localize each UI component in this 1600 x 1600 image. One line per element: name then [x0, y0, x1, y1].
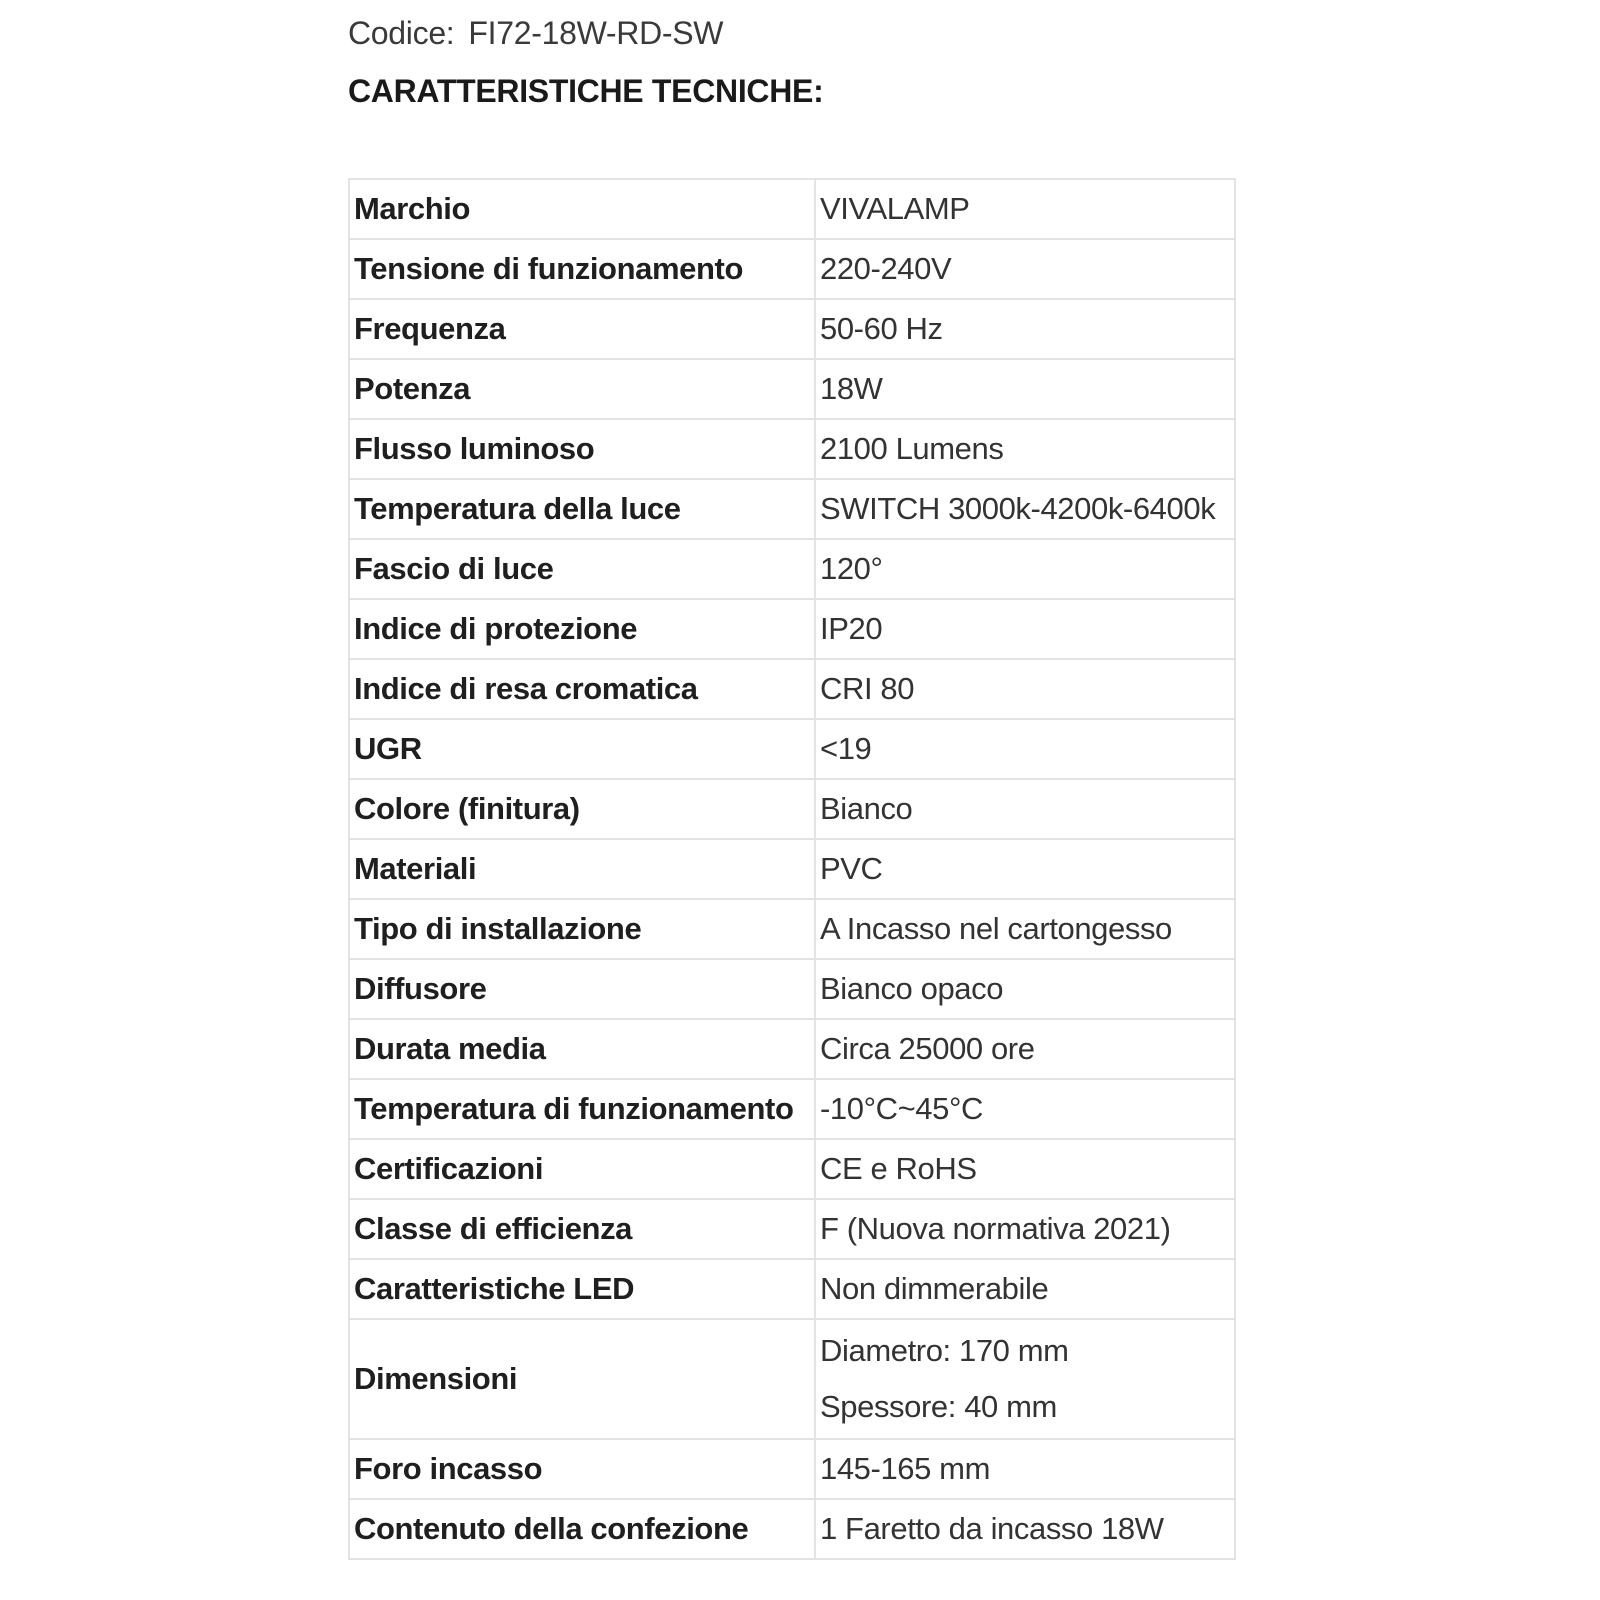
spec-label: Diffusore — [349, 959, 815, 1019]
spec-label: Fascio di luce — [349, 539, 815, 599]
table-row — [349, 839, 1235, 899]
spec-value: 145-165 mm — [815, 1439, 1235, 1499]
table-row — [349, 1079, 1235, 1139]
spec-value: CE e RoHS — [815, 1139, 1235, 1199]
spec-label: Caratteristiche LED — [349, 1259, 815, 1319]
spec-value: 220-240V — [815, 239, 1235, 299]
table-row — [349, 1019, 1235, 1079]
table-row — [349, 359, 1235, 419]
table-row — [349, 179, 1235, 239]
table-row — [349, 1199, 1235, 1259]
spec-value: Bianco — [815, 779, 1235, 839]
specs-table — [348, 178, 1236, 1560]
spec-value: 120° — [815, 539, 1235, 599]
spec-label: Contenuto della confezione — [349, 1499, 815, 1559]
spec-value: 1 Faretto da incasso 18W — [815, 1499, 1235, 1559]
spec-label: Dimensioni — [349, 1319, 815, 1439]
table-row — [349, 479, 1235, 539]
spec-value: Bianco opaco — [815, 959, 1235, 1019]
spec-label: Frequenza — [349, 299, 815, 359]
table-row — [349, 1499, 1235, 1559]
spec-label: Certificazioni — [349, 1139, 815, 1199]
spec-value: Non dimmerabile — [815, 1259, 1235, 1319]
spec-value: 2100 Lumens — [815, 419, 1235, 479]
table-row — [349, 1319, 1235, 1439]
spec-value-multiline — [815, 1319, 1235, 1439]
product-code-label: Codice: — [348, 15, 455, 51]
spec-label: Colore (finitura) — [349, 779, 815, 839]
dimension-diameter: Diametro: 170 mm — [820, 1333, 1069, 1368]
spec-value: Circa 25000 ore — [815, 1019, 1235, 1079]
table-row — [349, 1439, 1235, 1499]
table-row — [349, 539, 1235, 599]
spec-value: -10°C~45°C — [815, 1079, 1235, 1139]
table-row — [349, 959, 1235, 1019]
section-title: CARATTERISTICHE TECNICHE: — [348, 73, 824, 109]
spec-label: Materiali — [349, 839, 815, 899]
table-row — [349, 899, 1235, 959]
spec-label: Classe di efficienza — [349, 1199, 815, 1259]
table-row — [349, 299, 1235, 359]
spec-value: SWITCH 3000k-4200k-6400k — [815, 479, 1235, 539]
spec-label: UGR — [349, 719, 815, 779]
product-code-line — [348, 10, 1238, 56]
spec-label: Temperatura della luce — [349, 479, 815, 539]
spec-label: Foro incasso — [349, 1439, 815, 1499]
spec-label: Tipo di installazione — [349, 899, 815, 959]
spec-value: 50-60 Hz — [815, 299, 1235, 359]
spec-value: A Incasso nel cartongesso — [815, 899, 1235, 959]
spec-value: PVC — [815, 839, 1235, 899]
table-row — [349, 719, 1235, 779]
table-row — [349, 779, 1235, 839]
spec-value: IP20 — [815, 599, 1235, 659]
spec-value: CRI 80 — [815, 659, 1235, 719]
table-row — [349, 659, 1235, 719]
product-spec-block — [348, 10, 1238, 1546]
spec-label: Marchio — [349, 179, 815, 239]
table-row — [349, 599, 1235, 659]
spec-label: Potenza — [349, 359, 815, 419]
spec-value: F (Nuova normativa 2021) — [815, 1199, 1235, 1259]
spec-value: VIVALAMP — [815, 179, 1235, 239]
table-row — [349, 1259, 1235, 1319]
spec-label: Indice di protezione — [349, 599, 815, 659]
spec-label: Temperatura di funzionamento — [349, 1079, 815, 1139]
dimension-thickness: Spessore: 40 mm — [820, 1389, 1057, 1424]
spec-label: Flusso luminoso — [349, 419, 815, 479]
spec-label: Indice di resa cromatica — [349, 659, 815, 719]
table-row — [349, 419, 1235, 479]
product-code-value: FI72-18W-RD-SW — [468, 15, 724, 51]
spec-label: Tensione di funzionamento — [349, 239, 815, 299]
spec-label: Durata media — [349, 1019, 815, 1079]
spec-value: <19 — [815, 719, 1235, 779]
table-row — [349, 239, 1235, 299]
table-row — [349, 1139, 1235, 1199]
spec-value: 18W — [815, 359, 1235, 419]
